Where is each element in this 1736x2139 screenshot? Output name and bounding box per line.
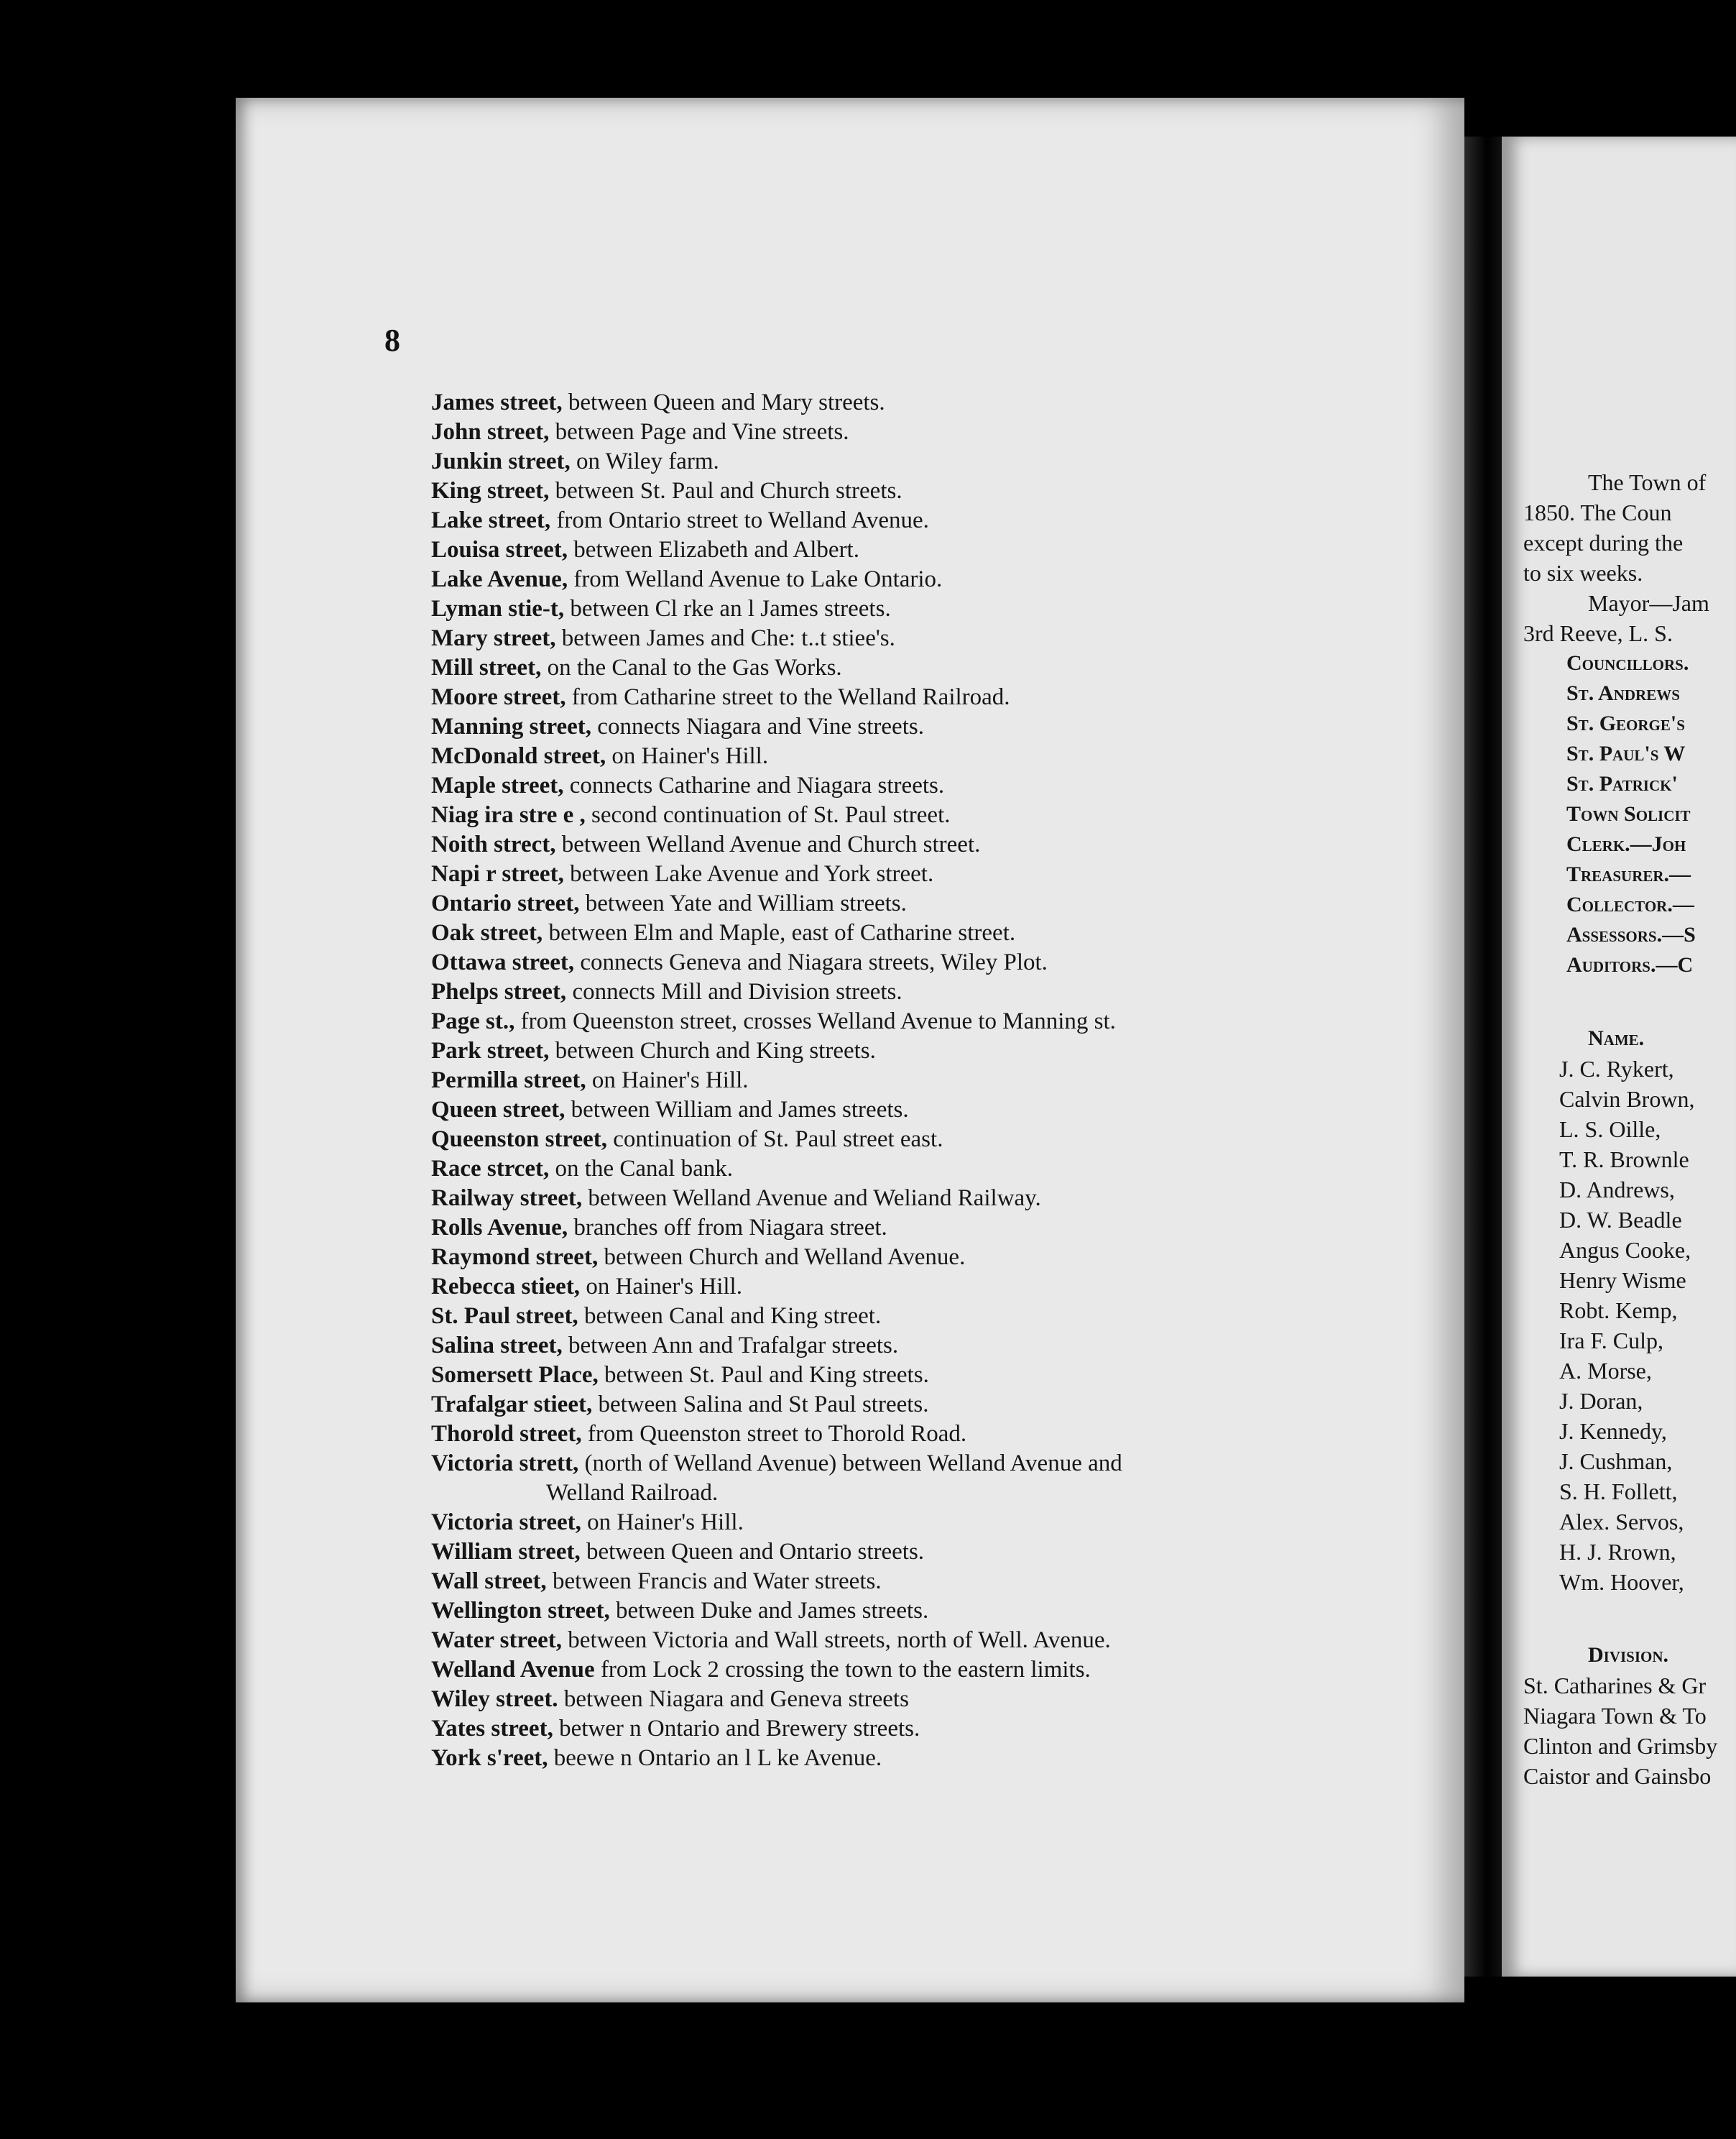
street-entry	[431, 1331, 1423, 1361]
street-description: connects Geneva and Niagara streets, Wiley Plot.	[574, 949, 1048, 975]
street-name: Wiley street.	[431, 1686, 558, 1712]
street-name: Manning street,	[431, 714, 592, 740]
street-name: Junkin street,	[431, 448, 571, 474]
street-description: between Page and Vine streets.	[549, 419, 849, 445]
street-list	[431, 388, 1423, 1773]
street-name: Queenston street,	[431, 1126, 608, 1152]
street-entry	[431, 1478, 1423, 1508]
street-entry	[431, 1243, 1423, 1272]
street-entry	[431, 860, 1423, 889]
right-page-line: Alex. Servos,	[1559, 1509, 1684, 1535]
street-name: Raymond street,	[431, 1244, 599, 1270]
street-name: Permilla street,	[431, 1067, 586, 1093]
street-description: from Lock 2 crossing the town to the eastern limits.	[594, 1657, 1091, 1683]
street-entry	[431, 1154, 1423, 1184]
street-name: Victoria street,	[431, 1509, 581, 1535]
right-page-line: Niagara Town & To	[1523, 1703, 1707, 1729]
street-entry	[431, 1685, 1423, 1714]
street-entry	[431, 506, 1423, 535]
street-name: Moore street,	[431, 684, 566, 710]
right-page-line: Henry Wisme	[1559, 1267, 1686, 1293]
book-gutter	[1464, 137, 1502, 1977]
street-name: Somersett Place,	[431, 1362, 599, 1388]
right-page-line: Councillors.	[1566, 651, 1689, 675]
street-entry	[431, 978, 1423, 1007]
right-page	[1502, 137, 1736, 1977]
street-name: Trafalgar stieet,	[431, 1392, 593, 1417]
street-entry	[431, 948, 1423, 978]
right-page-line: St. Paul's W	[1566, 742, 1686, 765]
right-page-line: J. Kennedy,	[1559, 1418, 1667, 1444]
street-name: Water street,	[431, 1627, 563, 1653]
street-entry	[431, 1508, 1423, 1537]
street-description: between Welland Avenue and Weliand Railway.	[582, 1185, 1041, 1211]
street-description: second continuation of St. Paul street.	[585, 802, 951, 828]
street-name: Wall street,	[431, 1568, 547, 1594]
street-entry	[431, 418, 1423, 447]
street-entry	[431, 1184, 1423, 1213]
street-description: between Queen and Ontario streets.	[580, 1539, 925, 1565]
street-description: on Hainer's Hill.	[580, 1274, 742, 1300]
street-name: Rolls Avenue,	[431, 1215, 568, 1241]
street-entry	[431, 477, 1423, 506]
street-description: between Duke and James streets.	[609, 1598, 929, 1624]
right-page-line: Robt. Kemp,	[1559, 1297, 1678, 1323]
street-entry	[431, 919, 1423, 948]
right-page-line: Assessors.—S	[1566, 923, 1696, 947]
right-page-line: A. Morse,	[1559, 1358, 1652, 1384]
right-page-line: J. Cushman,	[1559, 1448, 1673, 1474]
right-page-line: Town Solicit	[1566, 802, 1691, 826]
right-page-line: to six weeks.	[1523, 560, 1643, 586]
right-page-line: 1850. The Coun	[1523, 500, 1672, 525]
street-description: beewe n Ontario an l L ke Avenue.	[548, 1745, 882, 1771]
right-page-line: except during the	[1523, 530, 1684, 556]
street-name: Lake Avenue,	[431, 566, 568, 592]
street-description: between Yate and William streets.	[579, 891, 907, 916]
street-name: York s'reet,	[431, 1745, 548, 1771]
street-description: continuation of St. Paul street east.	[607, 1126, 943, 1152]
right-page-line: Clerk.—Joh	[1566, 832, 1686, 856]
street-entry	[431, 712, 1423, 742]
street-entry	[431, 1449, 1423, 1478]
right-page-line: St. Patrick'	[1566, 772, 1678, 796]
street-name: Welland Avenue	[431, 1657, 595, 1683]
street-name: Napi r street,	[431, 861, 564, 887]
street-name: John street,	[431, 419, 550, 445]
street-entry	[431, 1007, 1423, 1036]
street-name: Race strcet,	[431, 1156, 550, 1182]
street-description: between Queen and Mary streets.	[562, 390, 885, 415]
street-description: between Francis and Water streets.	[546, 1568, 882, 1594]
street-name: Victoria strett,	[431, 1450, 579, 1476]
street-entry	[431, 1095, 1423, 1125]
right-page-line: Caistor and Gainsbo	[1523, 1763, 1712, 1789]
street-name: Queen street,	[431, 1097, 565, 1123]
street-entry	[431, 683, 1423, 712]
street-description: betwer n Ontario and Brewery streets.	[553, 1716, 920, 1742]
street-name: Yates street,	[431, 1716, 553, 1742]
street-name: Lake street,	[431, 507, 551, 533]
street-name: Railway street,	[431, 1185, 583, 1211]
right-page-line: Wm. Hoover,	[1559, 1569, 1684, 1595]
street-entry	[431, 447, 1423, 477]
street-description: Welland Railroad.	[546, 1480, 719, 1506]
street-description: (north of Welland Avenue) between Welland Avenue and	[578, 1450, 1122, 1476]
right-page-line: Angus Cooke,	[1559, 1237, 1691, 1263]
street-description: between Cl rke an l James streets.	[564, 596, 891, 622]
right-page-line: D. W. Beadle	[1559, 1207, 1682, 1233]
right-page-line: J. Doran,	[1559, 1388, 1643, 1414]
street-name: McDonald street,	[431, 743, 606, 769]
street-description: between St. Paul and King streets.	[598, 1362, 929, 1388]
right-page-line: 3rd Reeve, L. S.	[1523, 620, 1673, 646]
right-page-line: T. R. Brownle	[1559, 1146, 1689, 1172]
street-entry	[431, 1125, 1423, 1154]
street-description: between St. Paul and Church streets.	[549, 478, 902, 504]
street-name: Rebecca stieet,	[431, 1274, 581, 1300]
street-name: Page st.,	[431, 1008, 515, 1034]
street-name: Ottawa street,	[431, 949, 575, 975]
street-description: from Queenston street, crosses Welland Avenue to Manning st.	[514, 1008, 1116, 1034]
street-entry	[431, 1213, 1423, 1243]
street-description: on the Canal bank.	[549, 1156, 733, 1182]
street-entry	[431, 801, 1423, 830]
street-description: between Salina and St Paul streets.	[592, 1392, 929, 1417]
street-description: between Victoria and Wall streets, north of Well. Avenue.	[562, 1627, 1111, 1653]
street-description: connects Mill and Division streets.	[566, 979, 902, 1005]
street-entry	[431, 830, 1423, 860]
street-description: between James and Che: t..t stiee's.	[555, 625, 895, 651]
right-page-line: Clinton and Grimsby	[1523, 1733, 1718, 1759]
right-page-line: S. H. Follett,	[1559, 1478, 1678, 1504]
street-description: between Elm and Maple, east of Catharine street.	[542, 920, 1016, 946]
street-description: on the Canal to the Gas Works.	[541, 655, 842, 681]
page-number: 8	[384, 323, 400, 358]
street-entry	[431, 1272, 1423, 1302]
street-name: Noith strect,	[431, 832, 556, 857]
street-name: Thorold street,	[431, 1421, 582, 1447]
right-page-line: Calvin Brown,	[1559, 1086, 1695, 1112]
street-name: Mary street,	[431, 625, 556, 651]
street-entry	[431, 535, 1423, 565]
street-description: on Hainer's Hill.	[586, 1067, 749, 1093]
street-entry	[431, 1036, 1423, 1066]
street-entry	[431, 1361, 1423, 1390]
street-entry	[431, 1066, 1423, 1095]
street-entry	[431, 889, 1423, 919]
street-entry	[431, 771, 1423, 801]
street-description: between William and James streets.	[565, 1097, 909, 1123]
street-description: branches off from Niagara street.	[568, 1215, 887, 1241]
street-entry	[431, 565, 1423, 594]
street-name: Louisa street,	[431, 537, 568, 563]
street-description: between Welland Avenue and Church street.	[555, 832, 981, 857]
street-entry	[431, 388, 1423, 418]
right-page-line: Treasurer.—	[1566, 862, 1691, 886]
street-name: Niag ira stre e ,	[431, 802, 586, 828]
spacer	[1523, 980, 1736, 1024]
street-entry	[431, 1302, 1423, 1331]
right-page-line: Auditors.—C	[1566, 953, 1694, 977]
street-description: connects Catharine and Niagara streets.	[563, 773, 945, 799]
street-name: Salina street,	[431, 1333, 563, 1358]
street-entry	[431, 1567, 1423, 1596]
street-entry	[431, 1655, 1423, 1685]
street-description: between Niagara and Geneva streets	[558, 1686, 909, 1712]
street-entry	[431, 1390, 1423, 1420]
street-description: from Welland Avenue to Lake Ontario.	[568, 566, 943, 592]
right-page-line: Mayor—Jam	[1588, 590, 1709, 616]
street-entry	[431, 1714, 1423, 1744]
right-page-line: L. S. Oille,	[1559, 1116, 1661, 1142]
street-description: from Ontario street to Welland Avenue.	[550, 507, 929, 533]
spacer	[1523, 1597, 1736, 1640]
street-name: Maple street,	[431, 773, 564, 799]
street-entry	[431, 1596, 1423, 1626]
street-entry	[431, 1537, 1423, 1567]
street-name: Lyman stie-t,	[431, 596, 565, 622]
right-page-line: The Town of	[1588, 469, 1707, 495]
street-description: between Lake Avenue and York street.	[563, 861, 934, 887]
street-description: between Elizabeth and Albert.	[568, 537, 859, 563]
right-page-line: Ira F. Culp,	[1559, 1328, 1663, 1353]
street-name: Ontario street,	[431, 891, 580, 916]
street-description: from Catharine street to the Welland Railroad.	[565, 684, 1010, 710]
street-name: Oak street,	[431, 920, 543, 946]
street-entry	[431, 1626, 1423, 1655]
street-description: between Church and King streets.	[549, 1038, 876, 1064]
street-name: William street,	[431, 1539, 581, 1565]
street-description: connects Niagara and Vine streets.	[591, 714, 924, 740]
right-page-text	[1523, 467, 1736, 1791]
street-description: between Ann and Trafalgar streets.	[562, 1333, 899, 1358]
right-page-line: H. J. Rrown,	[1559, 1539, 1676, 1565]
street-entry	[431, 594, 1423, 624]
street-entry	[431, 1744, 1423, 1773]
street-description: between Church and Welland Avenue.	[598, 1244, 966, 1270]
right-page-line: Division.	[1588, 1643, 1669, 1667]
street-entry	[431, 624, 1423, 653]
street-entry	[431, 1420, 1423, 1449]
street-name: King street,	[431, 478, 550, 504]
right-page-line: St. George's	[1566, 712, 1685, 735]
street-name: Wellington street,	[431, 1598, 610, 1624]
street-description: between Canal and King street.	[578, 1303, 882, 1329]
right-page-line: Name.	[1588, 1026, 1645, 1050]
street-name: Mill street,	[431, 655, 542, 681]
street-name: Park street,	[431, 1038, 550, 1064]
street-description: on Hainer's Hill.	[581, 1509, 744, 1535]
right-page-line: St. Catharines & Gr	[1523, 1673, 1707, 1698]
street-name: St. Paul street,	[431, 1303, 578, 1329]
right-page-line: Collector.—	[1566, 893, 1694, 916]
street-name: Phelps street,	[431, 979, 567, 1005]
right-page-line: D. Andrews,	[1559, 1177, 1675, 1202]
street-entry	[431, 742, 1423, 771]
street-description: on Hainer's Hill.	[606, 743, 769, 769]
street-description: from Queenston street to Thorold Road.	[581, 1421, 967, 1447]
right-page-line: St. Andrews	[1566, 681, 1680, 705]
street-description: on Wiley farm.	[570, 448, 719, 474]
street-entry	[431, 653, 1423, 683]
street-name: James street,	[431, 390, 563, 415]
right-page-line: J. C. Rykert,	[1559, 1056, 1674, 1082]
